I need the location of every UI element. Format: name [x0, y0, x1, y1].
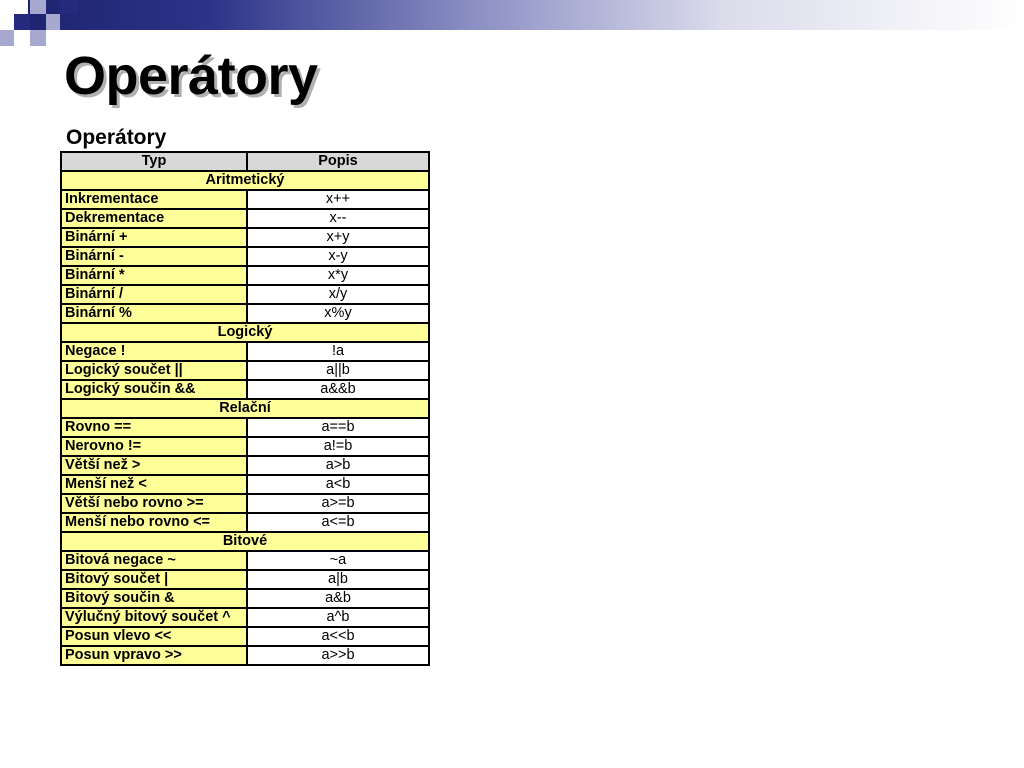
operator-description: a&b — [247, 589, 429, 608]
table-row — [61, 437, 429, 456]
slide-title: Operátory — [64, 46, 318, 106]
table-row — [61, 209, 429, 228]
operator-type: Logický součin && — [61, 380, 247, 399]
decor-square — [30, 30, 46, 46]
operator-type: Logický součet || — [61, 361, 247, 380]
operator-description: x-- — [247, 209, 429, 228]
header-typ: Typ — [61, 152, 247, 171]
table-row — [61, 551, 429, 570]
table-row — [61, 228, 429, 247]
operator-type: Inkrementace — [61, 190, 247, 209]
table-row — [61, 646, 429, 665]
table-row — [61, 627, 429, 646]
table-row — [61, 475, 429, 494]
table-row — [61, 190, 429, 209]
operator-description: a<=b — [247, 513, 429, 532]
operator-description: a>b — [247, 456, 429, 475]
operator-description: a<b — [247, 475, 429, 494]
table-row — [61, 589, 429, 608]
table-caption: Operátory — [66, 126, 167, 149]
table-row — [61, 456, 429, 475]
decor-square — [0, 30, 14, 46]
operator-description: a^b — [247, 608, 429, 627]
category-row — [61, 532, 429, 551]
operator-description: a||b — [247, 361, 429, 380]
category-label: Logický — [61, 323, 429, 342]
category-row — [61, 323, 429, 342]
decor-square — [14, 14, 30, 30]
operator-description: a==b — [247, 418, 429, 437]
table-row — [61, 361, 429, 380]
operator-description: x+y — [247, 228, 429, 247]
operator-type: Posun vpravo >> — [61, 646, 247, 665]
decor-square — [60, 0, 78, 14]
operator-type: Menší nebo rovno <= — [61, 513, 247, 532]
operator-description: ~a — [247, 551, 429, 570]
operator-type: Bitový součet | — [61, 570, 247, 589]
operator-type: Binární / — [61, 285, 247, 304]
table-row — [61, 418, 429, 437]
operator-description: x/y — [247, 285, 429, 304]
operator-type: Bitový součin & — [61, 589, 247, 608]
decor-square — [46, 14, 60, 30]
table-body — [61, 171, 429, 665]
table-header-row — [61, 152, 429, 171]
operator-type: Negace ! — [61, 342, 247, 361]
operator-type: Nerovno != — [61, 437, 247, 456]
operator-type: Menší než < — [61, 475, 247, 494]
category-label: Bitové — [61, 532, 429, 551]
category-label: Relační — [61, 399, 429, 418]
operator-type: Větší než > — [61, 456, 247, 475]
operator-type: Bitová negace ~ — [61, 551, 247, 570]
operator-type: Binární % — [61, 304, 247, 323]
table-row — [61, 266, 429, 285]
table-row — [61, 247, 429, 266]
operator-description: a&&b — [247, 380, 429, 399]
table-row — [61, 513, 429, 532]
operator-description: a|b — [247, 570, 429, 589]
operator-description: x%y — [247, 304, 429, 323]
operator-type: Binární - — [61, 247, 247, 266]
category-label: Aritmetický — [61, 171, 429, 190]
operator-description: a>>b — [247, 646, 429, 665]
table-row — [61, 494, 429, 513]
table-row — [61, 570, 429, 589]
operator-description: !a — [247, 342, 429, 361]
operator-type: Binární + — [61, 228, 247, 247]
table-row — [61, 285, 429, 304]
decor-square — [30, 0, 46, 14]
operator-description: x-y — [247, 247, 429, 266]
category-row — [61, 171, 429, 190]
operators-table — [60, 151, 430, 666]
operator-description: a>=b — [247, 494, 429, 513]
operator-type: Dekrementace — [61, 209, 247, 228]
header-popis: Popis — [247, 152, 429, 171]
operator-type: Rovno == — [61, 418, 247, 437]
operator-type: Výlučný bitový součet ^ — [61, 608, 247, 627]
operator-description: x++ — [247, 190, 429, 209]
table-row — [61, 342, 429, 361]
table-row — [61, 304, 429, 323]
category-row — [61, 399, 429, 418]
operator-type: Větší nebo rovno >= — [61, 494, 247, 513]
table-row — [61, 380, 429, 399]
operator-description: a!=b — [247, 437, 429, 456]
operator-description: x*y — [247, 266, 429, 285]
table-row — [61, 608, 429, 627]
operator-description: a<<b — [247, 627, 429, 646]
operator-type: Binární * — [61, 266, 247, 285]
operator-type: Posun vlevo << — [61, 627, 247, 646]
title-gradient-bar — [28, 0, 1024, 30]
